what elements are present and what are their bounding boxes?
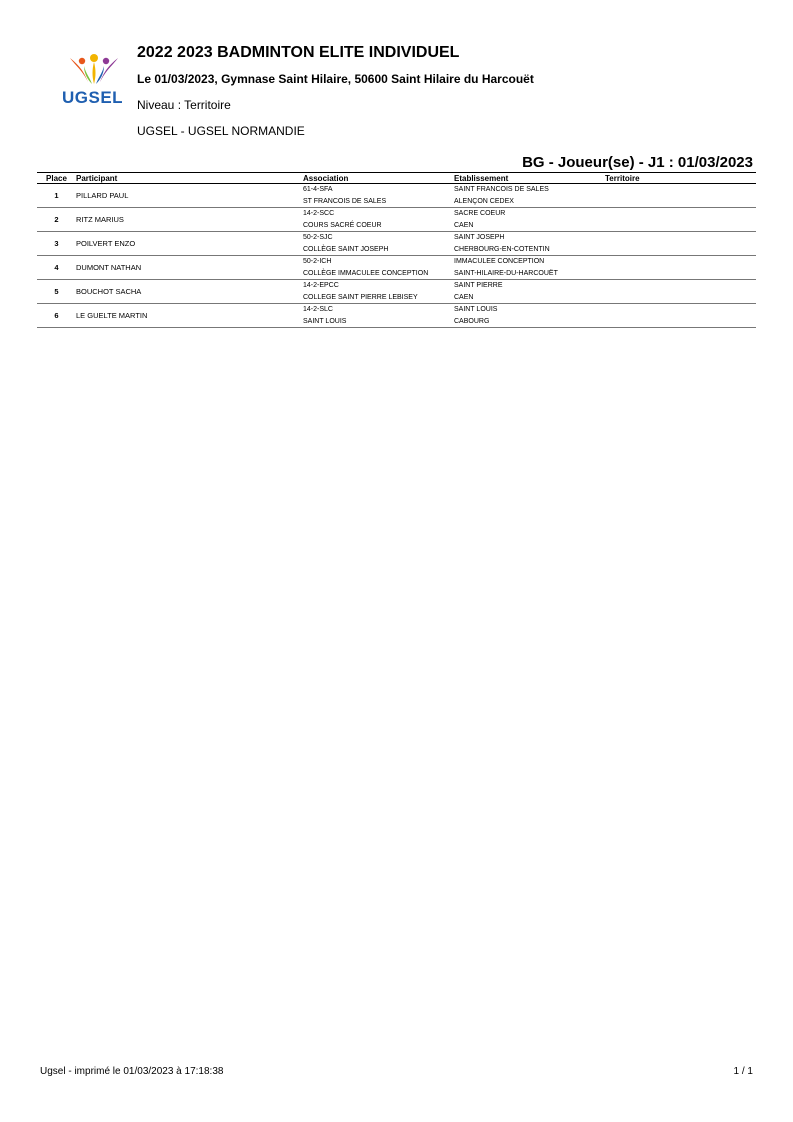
place-cell: 4 — [54, 263, 59, 272]
association-code: 50-2-ICH — [303, 258, 332, 265]
category-title: BG - Joueur(se) - J1 : 01/03/2023 — [522, 154, 753, 171]
association-name: SAINT LOUIS — [303, 317, 347, 325]
etablissement-city: CABOURG — [454, 317, 490, 325]
table-row — [37, 208, 756, 220]
etablissement-name: IMMACULEE CONCEPTION — [454, 258, 545, 265]
association-code: 50-2-SJC — [303, 234, 333, 241]
table-row — [37, 232, 756, 244]
association-name: ST FRANCOIS DE SALES — [303, 197, 387, 205]
territoire-cell — [605, 208, 756, 232]
place-cell: 5 — [54, 287, 59, 296]
etablissement-name: SAINT LOUIS — [454, 306, 498, 313]
territoire-cell — [605, 280, 756, 304]
association-code: 14-2-EPCC — [303, 282, 339, 289]
etablissement-city: ALENÇON CEDEX — [454, 197, 514, 205]
association-code: 14-2-SCC — [303, 210, 335, 217]
event-details: Le 01/03/2023, Gymnase Saint Hilaire, 50600 Saint Hilaire du Harcouët — [137, 72, 534, 86]
etablissement-city: SAINT-HILAIRE-DU-HARCOUËT — [454, 269, 558, 277]
ugsel-logo-text: UGSEL — [62, 88, 124, 107]
etablissement-city: CAEN — [454, 293, 474, 301]
table-row — [37, 304, 756, 316]
page-number: 1 / 1 — [733, 1066, 753, 1077]
etablissement-city: CHERBOURG-EN-COTENTIN — [454, 245, 550, 253]
etablissement-city: CAEN — [454, 221, 474, 229]
participant-cell: DUMONT NATHAN — [76, 263, 142, 272]
association-name: COLLÈGE SAINT JOSEPH — [303, 245, 389, 253]
participant-cell: PILLARD PAUL — [76, 191, 129, 200]
print-timestamp: Ugsel - imprimé le 01/03/2023 à 17:18:38 — [40, 1066, 224, 1077]
column-header-territoire: Territoire — [605, 173, 756, 184]
association-code: 61-4-SFA — [303, 186, 333, 193]
column-header-place: Place — [37, 173, 76, 184]
territoire-cell — [605, 232, 756, 256]
participant-cell: BOUCHOT SACHA — [76, 287, 142, 296]
organisation-label: UGSEL - UGSEL NORMANDIE — [137, 124, 305, 138]
table-row — [37, 280, 756, 292]
place-cell: 1 — [54, 191, 59, 200]
table-row — [37, 184, 756, 196]
territoire-cell — [605, 256, 756, 280]
table-header-row — [37, 173, 756, 184]
etablissement-name: SAINT PIERRE — [454, 282, 503, 289]
participant-cell: LE GUELTE MARTIN — [76, 311, 148, 320]
place-cell: 3 — [54, 239, 59, 248]
results-table — [37, 172, 756, 328]
place-cell: 6 — [54, 311, 59, 320]
document-title: 2022 2023 BADMINTON ELITE INDIVIDUEL — [137, 44, 460, 61]
column-header-etablissement: Etablissement — [454, 173, 605, 184]
participant-cell: RITZ MARIUS — [76, 215, 124, 224]
participant-cell: POILVERT ENZO — [76, 239, 136, 248]
column-header-association: Association — [303, 173, 454, 184]
association-name: COLLEGE SAINT PIERRE LEBISEY — [303, 293, 418, 301]
etablissement-name: SAINT JOSEPH — [454, 234, 505, 241]
table-row — [37, 256, 756, 268]
association-code: 14-2-SLC — [303, 306, 333, 313]
territoire-cell — [605, 184, 756, 208]
association-name: COURS SACRÉ COEUR — [303, 221, 382, 229]
column-header-participant: Participant — [76, 173, 303, 184]
association-name: COLLÈGE IMMACULEE CONCEPTION — [303, 269, 429, 277]
place-cell: 2 — [54, 215, 59, 224]
etablissement-name: SAINT FRANCOIS DE SALES — [454, 186, 549, 193]
level-label: Niveau : Territoire — [137, 98, 231, 112]
etablissement-name: SACRE COEUR — [454, 210, 506, 217]
territoire-cell — [605, 304, 756, 328]
